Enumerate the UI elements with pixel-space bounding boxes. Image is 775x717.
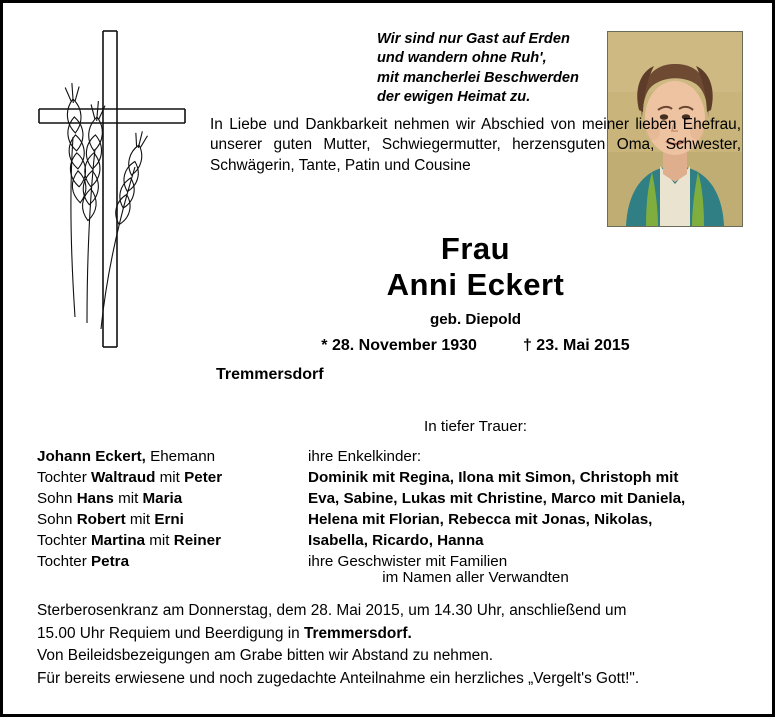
- intro-paragraph: In Liebe und Dankbarkeit nehmen wir Abschied von meiner lieben Ehefrau, unserer guten Mutter, Schwiegermutter, herzensguten Oma, Schwester, Schwägerin, Tante, Patin und Cousine: [210, 116, 741, 174]
- deceased-maiden-name: geb. Diepold: [429, 310, 522, 328]
- birth-date: * 28. November 1930: [321, 336, 477, 354]
- mourner-relation: Tochter: [37, 553, 92, 571]
- mourner-conjunction: mit: [125, 511, 155, 529]
- mourners-list: [37, 446, 743, 572]
- memorial-verse: [377, 30, 592, 108]
- funeral-line-1: Sterberosenkranz am Donnerstag, dem 28. Mai 2015, um 14.30 Uhr, anschließend um: [37, 602, 627, 619]
- obituary-inner: [3, 3, 772, 714]
- funeral-line-2: 15.00 Uhr Requiem und Beerdigung in Tremmersdorf.: [37, 624, 412, 642]
- grandchildren-row: Helena mit Florian, Rebecca mit Jonas, Nikolas,: [308, 511, 653, 529]
- mourners-right-column: [308, 446, 743, 572]
- mourner-partner: Peter: [184, 469, 223, 487]
- mourner-name: Petra: [91, 553, 130, 571]
- mourner-name: Johann Eckert,: [37, 448, 146, 465]
- death-date: † 23. Mai 2015: [522, 336, 630, 354]
- funeral-details: [37, 600, 743, 691]
- deceased-place: Tremmersdorf: [216, 365, 324, 383]
- deceased-title: Frau: [440, 231, 511, 266]
- mourner-name: Martina: [91, 532, 146, 550]
- verse-line-2: und wandern ohne Ruh',: [377, 50, 547, 67]
- mourner-conjunction: mit: [155, 469, 185, 487]
- deceased-name: Anni Eckert: [386, 266, 565, 302]
- siblings-row: ihre Geschwister mit Familien: [308, 553, 508, 571]
- mourners-left-column: [37, 446, 308, 572]
- mourner-name: Robert: [76, 511, 126, 529]
- mourner-partner: Reiner: [173, 532, 222, 550]
- mourner-conjunction: mit: [113, 490, 143, 508]
- mourner-row: [37, 467, 308, 488]
- mourner-relation: Tochter: [37, 469, 92, 487]
- mourner-conjunction: mit: [145, 532, 174, 550]
- mourner-relation: Tochter: [37, 532, 92, 550]
- mourners-heading: In tiefer Trauer:: [424, 418, 527, 435]
- closing-line: im Namen aller Verwandten: [382, 569, 569, 586]
- funeral-line-4: Für bereits erwiesene und noch zugedachte Anteilnahme ein herzliches „Vergelt's Gott!".: [37, 669, 640, 687]
- mourner-row: [37, 488, 308, 509]
- deceased-dates: [210, 337, 741, 355]
- grandchildren-title: ihre Enkelkinder:: [308, 448, 422, 465]
- verse-line-3: mit mancherlei Beschwerden: [377, 69, 579, 86]
- deceased-name-block: [210, 231, 741, 384]
- grandchildren-row: Eva, Sabine, Lukas mit Christine, Marco mit Daniela,: [308, 490, 686, 508]
- mourner-row: [37, 509, 308, 530]
- mourner-name: Hans: [76, 490, 114, 508]
- cross-with-wheat-illustration: [17, 17, 207, 357]
- mourner-name: Waltraud: [91, 469, 156, 487]
- mourner-row: [37, 530, 308, 551]
- verse-line-1: Wir sind nur Gast auf Erden: [377, 31, 570, 47]
- mourner-relation: Ehemann: [145, 448, 216, 465]
- mourner-partner: Maria: [142, 490, 183, 508]
- mourner-partner: Erni: [154, 511, 184, 529]
- mourner-relation: Sohn: [37, 511, 77, 529]
- funeral-location: Tremmersdorf.: [303, 624, 412, 642]
- funeral-line-3: Von Beileidsbezeigungen am Grabe bitten wir Abstand zu nehmen.: [37, 647, 494, 665]
- mourner-relation: Sohn: [37, 490, 77, 508]
- mourner-row: [37, 446, 308, 467]
- grandchildren-row: Isabella, Ricardo, Hanna: [308, 532, 484, 550]
- verse-line-4: der ewigen Heimat zu.: [377, 89, 531, 106]
- grandchildren-row: Dominik mit Regina, Ilona mit Simon, Christoph mit: [308, 469, 679, 487]
